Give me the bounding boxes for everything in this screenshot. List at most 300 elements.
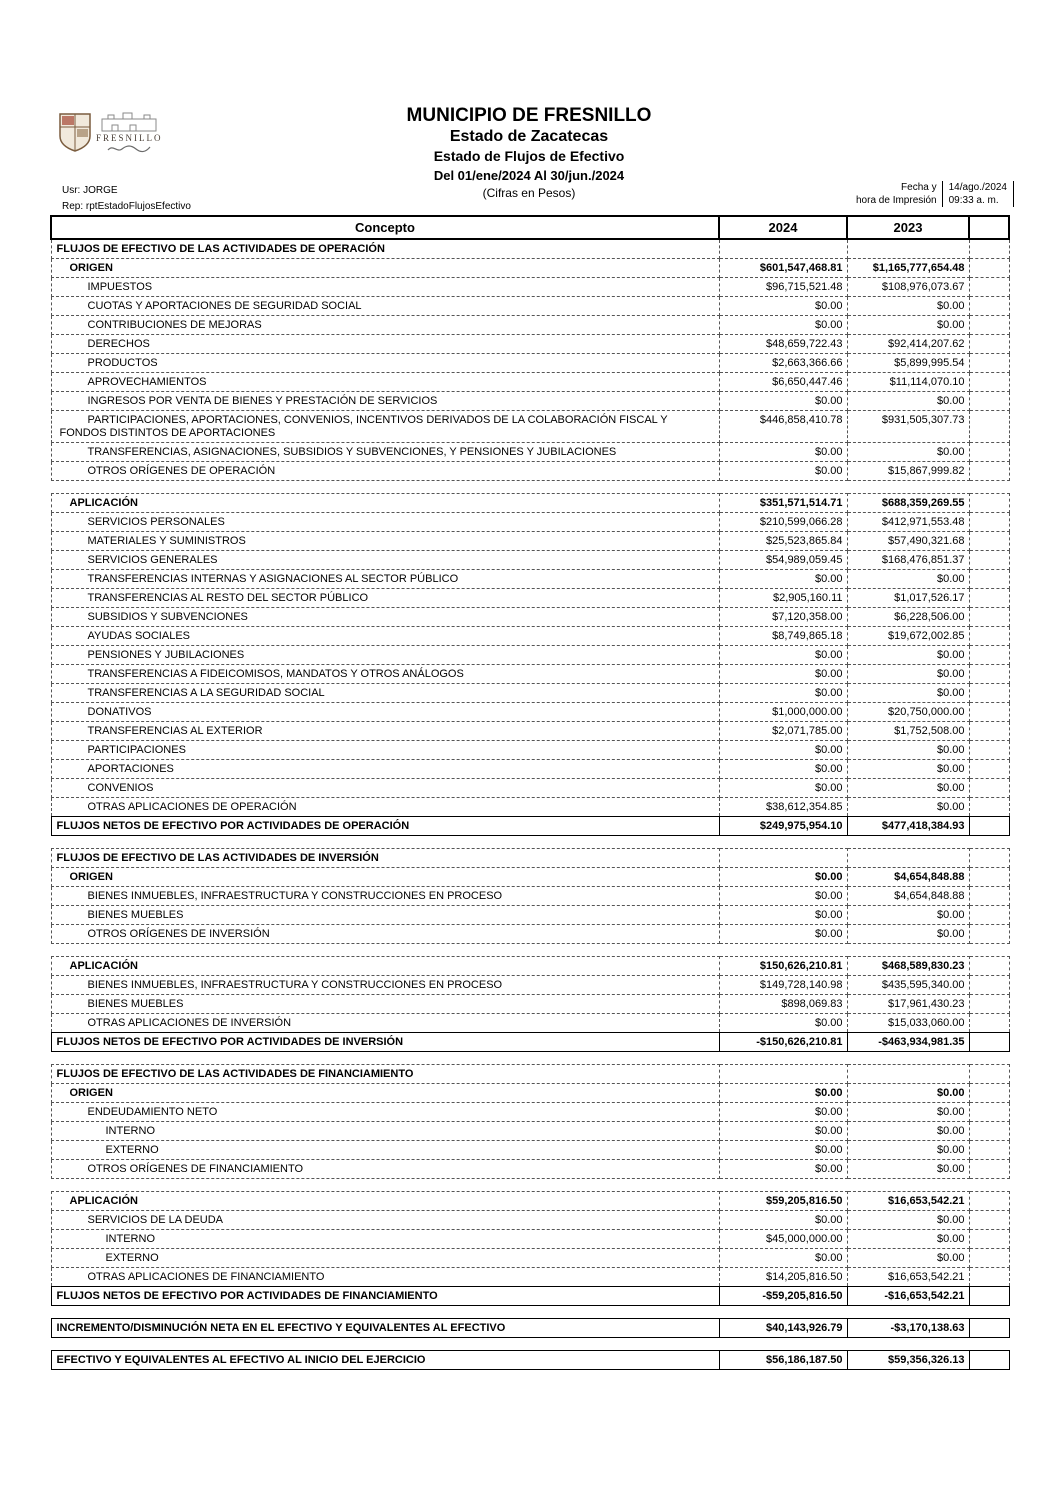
report-row bbox=[51, 1033, 1009, 1052]
concept-cell: MATERIALES Y SUMINISTROS bbox=[51, 532, 719, 551]
value-2024-cell: $38,612,354.85 bbox=[719, 798, 847, 817]
value-2024-cell: $14,205,816.50 bbox=[719, 1268, 847, 1287]
value-2024-cell: $0.00 bbox=[719, 1103, 847, 1122]
report-units: (Cifras en Pesos) bbox=[482, 186, 576, 200]
report-period: Del 01/ene/2024 Al 30/jun./2024 bbox=[433, 168, 625, 183]
concept-cell: PRODUCTOS bbox=[51, 354, 719, 373]
concept-cell: BIENES MUEBLES bbox=[51, 995, 719, 1014]
end-cell bbox=[969, 760, 1009, 779]
report-row bbox=[51, 646, 1009, 665]
cash-flow-table bbox=[50, 215, 1010, 1370]
concept-cell: APLICACIÓN bbox=[51, 494, 719, 513]
spacer-cell bbox=[847, 1306, 969, 1319]
value-2024-cell: $601,547,468.81 bbox=[719, 259, 847, 278]
spacer-row bbox=[51, 1338, 1009, 1351]
print-label-line2: hora de Impresión bbox=[856, 195, 937, 206]
value-2024-cell: $0.00 bbox=[719, 1249, 847, 1268]
value-2023-cell: -$463,934,981.35 bbox=[847, 1033, 969, 1052]
value-2024-cell bbox=[719, 239, 847, 259]
value-2023-cell: $0.00 bbox=[847, 1122, 969, 1141]
print-date: 14/ago./2024 bbox=[948, 182, 1007, 193]
value-2024-cell: $351,571,514.71 bbox=[719, 494, 847, 513]
value-2023-cell: $0.00 bbox=[847, 741, 969, 760]
end-cell bbox=[969, 259, 1009, 278]
report-row bbox=[51, 278, 1009, 297]
value-2024-cell: $0.00 bbox=[719, 443, 847, 462]
value-2024-cell: $0.00 bbox=[719, 868, 847, 887]
end-cell bbox=[969, 1065, 1009, 1084]
value-2023-cell: $0.00 bbox=[847, 684, 969, 703]
spacer-row bbox=[51, 1179, 1009, 1192]
value-2024-cell: $0.00 bbox=[719, 646, 847, 665]
report-row bbox=[51, 722, 1009, 741]
report-row bbox=[51, 1230, 1009, 1249]
value-2023-cell: $0.00 bbox=[847, 1249, 969, 1268]
report-row bbox=[51, 259, 1009, 278]
report-row bbox=[51, 373, 1009, 392]
print-label-line1: Fecha y bbox=[901, 182, 937, 193]
value-2024-cell bbox=[719, 1065, 847, 1084]
value-2024-cell: $149,728,140.98 bbox=[719, 976, 847, 995]
value-2024-cell: $0.00 bbox=[719, 906, 847, 925]
value-2024-cell: -$150,626,210.81 bbox=[719, 1033, 847, 1052]
report-row bbox=[51, 760, 1009, 779]
value-2023-cell: $931,505,307.73 bbox=[847, 411, 969, 443]
concept-cell: OTROS ORÍGENES DE INVERSIÓN bbox=[51, 925, 719, 944]
report-row bbox=[51, 1268, 1009, 1287]
end-cell bbox=[969, 1192, 1009, 1211]
report-row bbox=[51, 887, 1009, 906]
value-2023-cell: $19,672,002.85 bbox=[847, 627, 969, 646]
report-row bbox=[51, 513, 1009, 532]
report-row bbox=[51, 1192, 1009, 1211]
end-cell bbox=[969, 1160, 1009, 1179]
print-info bbox=[856, 181, 1014, 207]
spacer-cell bbox=[719, 1052, 847, 1065]
end-cell bbox=[969, 589, 1009, 608]
end-cell bbox=[969, 1084, 1009, 1103]
spacer-row bbox=[51, 481, 1009, 494]
spacer-cell bbox=[969, 836, 1009, 849]
concept-cell: EFECTIVO Y EQUIVALENTES AL EFECTIVO AL INICIO DEL EJERCICIO bbox=[51, 1351, 719, 1370]
report-row bbox=[51, 1249, 1009, 1268]
end-cell bbox=[969, 608, 1009, 627]
report-row bbox=[51, 1122, 1009, 1141]
end-cell bbox=[969, 646, 1009, 665]
concept-cell: BIENES INMUEBLES, INFRAESTRUCTURA Y CONSTRUCCIONES EN PROCESO bbox=[51, 976, 719, 995]
end-cell bbox=[969, 722, 1009, 741]
spacer-cell bbox=[969, 481, 1009, 494]
print-info-values bbox=[942, 181, 1014, 207]
spacer-cell bbox=[719, 481, 847, 494]
value-2023-cell bbox=[847, 239, 969, 259]
report-row bbox=[51, 443, 1009, 462]
report-row bbox=[51, 976, 1009, 995]
concept-cell: TRANSFERENCIAS AL RESTO DEL SECTOR PÚBLICO bbox=[51, 589, 719, 608]
end-cell bbox=[969, 278, 1009, 297]
spacer-cell bbox=[719, 1306, 847, 1319]
value-2023-cell: $1,752,508.00 bbox=[847, 722, 969, 741]
value-2023-cell: $20,750,000.00 bbox=[847, 703, 969, 722]
value-2024-cell: $45,000,000.00 bbox=[719, 1230, 847, 1249]
concept-cell: OTRAS APLICACIONES DE OPERACIÓN bbox=[51, 798, 719, 817]
report-row bbox=[51, 1014, 1009, 1033]
value-2023-cell: $0.00 bbox=[847, 443, 969, 462]
spacer-cell bbox=[847, 481, 969, 494]
table-body bbox=[51, 239, 1009, 1370]
concept-cell: CUOTAS Y APORTACIONES DE SEGURIDAD SOCIAL bbox=[51, 297, 719, 316]
value-2023-cell: $0.00 bbox=[847, 1141, 969, 1160]
value-2023-cell: $4,654,848.88 bbox=[847, 887, 969, 906]
report-row bbox=[51, 1287, 1009, 1306]
end-cell bbox=[969, 925, 1009, 944]
report-row bbox=[51, 925, 1009, 944]
report-row bbox=[51, 239, 1009, 259]
value-2024-cell: $0.00 bbox=[719, 1122, 847, 1141]
report-row bbox=[51, 462, 1009, 481]
value-2024-cell: $7,120,358.00 bbox=[719, 608, 847, 627]
end-cell bbox=[969, 779, 1009, 798]
end-cell bbox=[969, 1014, 1009, 1033]
logo-name: FRESNILLO bbox=[96, 133, 163, 143]
value-2023-cell: $0.00 bbox=[847, 1084, 969, 1103]
spacer-cell bbox=[969, 1306, 1009, 1319]
end-cell bbox=[969, 443, 1009, 462]
spacer-cell bbox=[719, 1338, 847, 1351]
value-2024-cell: $6,650,447.46 bbox=[719, 373, 847, 392]
end-cell bbox=[969, 1249, 1009, 1268]
value-2023-cell: $468,589,830.23 bbox=[847, 957, 969, 976]
report-row bbox=[51, 684, 1009, 703]
concept-cell: AYUDAS SOCIALES bbox=[51, 627, 719, 646]
report-name: Estado de Flujos de Efectivo bbox=[433, 148, 625, 164]
report-row bbox=[51, 1319, 1009, 1338]
concept-cell: OTRAS APLICACIONES DE INVERSIÓN bbox=[51, 1014, 719, 1033]
value-2024-cell: $0.00 bbox=[719, 392, 847, 411]
concept-cell: FLUJOS DE EFECTIVO DE LAS ACTIVIDADES DE OPERACIÓN bbox=[51, 239, 719, 259]
value-2024-cell: -$59,205,816.50 bbox=[719, 1287, 847, 1306]
value-2024-cell: $48,659,722.43 bbox=[719, 335, 847, 354]
value-2024-cell: $0.00 bbox=[719, 684, 847, 703]
value-2024-cell: $0.00 bbox=[719, 297, 847, 316]
value-2023-cell: $92,414,207.62 bbox=[847, 335, 969, 354]
concept-cell: FLUJOS NETOS DE EFECTIVO POR ACTIVIDADES DE INVERSIÓN bbox=[51, 1033, 719, 1052]
spacer-cell bbox=[847, 1338, 969, 1351]
value-2023-cell: $0.00 bbox=[847, 1103, 969, 1122]
end-cell bbox=[969, 868, 1009, 887]
spacer-cell bbox=[51, 836, 719, 849]
report-row bbox=[51, 411, 1009, 443]
value-2024-cell: $0.00 bbox=[719, 570, 847, 589]
concept-cell: IMPUESTOS bbox=[51, 278, 719, 297]
end-cell bbox=[969, 684, 1009, 703]
value-2023-cell: $688,359,269.55 bbox=[847, 494, 969, 513]
value-2024-cell: $0.00 bbox=[719, 1141, 847, 1160]
concept-cell: FLUJOS NETOS DE EFECTIVO POR ACTIVIDADES DE FINANCIAMIENTO bbox=[51, 1287, 719, 1306]
value-2024-cell: $446,858,410.78 bbox=[719, 411, 847, 443]
value-2024-cell: $1,000,000.00 bbox=[719, 703, 847, 722]
value-2023-cell: $0.00 bbox=[847, 316, 969, 335]
end-cell bbox=[969, 906, 1009, 925]
report-row bbox=[51, 1351, 1009, 1370]
value-2024-cell: $25,523,865.84 bbox=[719, 532, 847, 551]
spacer-cell bbox=[969, 1338, 1009, 1351]
end-cell bbox=[969, 335, 1009, 354]
end-cell bbox=[969, 551, 1009, 570]
value-2024-cell: $0.00 bbox=[719, 741, 847, 760]
concept-cell: TRANSFERENCIAS A LA SEGURIDAD SOCIAL bbox=[51, 684, 719, 703]
end-cell bbox=[969, 1268, 1009, 1287]
value-2024-cell: $0.00 bbox=[719, 887, 847, 906]
end-cell bbox=[969, 1033, 1009, 1052]
value-2024-cell: $2,071,785.00 bbox=[719, 722, 847, 741]
value-2023-cell: $11,114,070.10 bbox=[847, 373, 969, 392]
value-2024-cell: $249,975,954.10 bbox=[719, 817, 847, 836]
end-cell bbox=[969, 1230, 1009, 1249]
report-row bbox=[51, 849, 1009, 868]
value-2023-cell: $0.00 bbox=[847, 1160, 969, 1179]
value-2024-cell: $54,989,059.45 bbox=[719, 551, 847, 570]
report-row bbox=[51, 798, 1009, 817]
spacer-cell bbox=[847, 1179, 969, 1192]
value-2023-cell: $435,595,340.00 bbox=[847, 976, 969, 995]
spacer-cell bbox=[969, 1052, 1009, 1065]
end-cell bbox=[969, 532, 1009, 551]
concept-cell: ORIGEN bbox=[51, 259, 719, 278]
value-2023-cell: $0.00 bbox=[847, 570, 969, 589]
concept-cell: SERVICIOS DE LA DEUDA bbox=[51, 1211, 719, 1230]
value-2023-cell: $57,490,321.68 bbox=[847, 532, 969, 551]
col-header-2023: 2023 bbox=[847, 216, 969, 239]
report-row bbox=[51, 957, 1009, 976]
value-2023-cell: $0.00 bbox=[847, 1211, 969, 1230]
value-2023-cell: -$3,170,138.63 bbox=[847, 1319, 969, 1338]
report-row bbox=[51, 665, 1009, 684]
end-cell bbox=[969, 494, 1009, 513]
value-2024-cell: $210,599,066.28 bbox=[719, 513, 847, 532]
end-cell bbox=[969, 957, 1009, 976]
report-row bbox=[51, 297, 1009, 316]
value-2024-cell: $56,186,187.50 bbox=[719, 1351, 847, 1370]
end-cell bbox=[969, 798, 1009, 817]
value-2023-cell: $412,971,553.48 bbox=[847, 513, 969, 532]
value-2023-cell: $1,017,526.17 bbox=[847, 589, 969, 608]
concept-cell: SUBSIDIOS Y SUBVENCIONES bbox=[51, 608, 719, 627]
value-2024-cell: $2,905,160.11 bbox=[719, 589, 847, 608]
end-cell bbox=[969, 665, 1009, 684]
spacer-cell bbox=[51, 1306, 719, 1319]
concept-cell: TRANSFERENCIAS INTERNAS Y ASIGNACIONES AL SECTOR PÚBLICO bbox=[51, 570, 719, 589]
end-cell bbox=[969, 570, 1009, 589]
concept-cell: APROVECHAMIENTOS bbox=[51, 373, 719, 392]
spacer-cell bbox=[847, 836, 969, 849]
report-row bbox=[51, 494, 1009, 513]
concept-cell: CONTRIBUCIONES DE MEJORAS bbox=[51, 316, 719, 335]
end-cell bbox=[969, 1351, 1009, 1370]
concept-cell: FLUJOS DE EFECTIVO DE LAS ACTIVIDADES DE INVERSIÓN bbox=[51, 849, 719, 868]
spacer-cell bbox=[847, 944, 969, 957]
report-row bbox=[51, 1160, 1009, 1179]
end-cell bbox=[969, 373, 1009, 392]
concept-cell: APLICACIÓN bbox=[51, 1192, 719, 1211]
report-row bbox=[51, 570, 1009, 589]
value-2023-cell: $0.00 bbox=[847, 665, 969, 684]
end-cell bbox=[969, 411, 1009, 443]
value-2024-cell: $0.00 bbox=[719, 1014, 847, 1033]
report-row bbox=[51, 779, 1009, 798]
value-2024-cell: $40,143,926.79 bbox=[719, 1319, 847, 1338]
spacer-cell bbox=[51, 944, 719, 957]
value-2024-cell: $96,715,521.48 bbox=[719, 278, 847, 297]
table-header-row bbox=[51, 216, 1009, 239]
end-cell bbox=[969, 1287, 1009, 1306]
concept-cell: INTERNO bbox=[51, 1230, 719, 1249]
concept-cell: EXTERNO bbox=[51, 1141, 719, 1160]
concept-cell: DONATIVOS bbox=[51, 703, 719, 722]
spacer-cell bbox=[719, 944, 847, 957]
concept-cell: TRANSFERENCIAS, ASIGNACIONES, SUBSIDIOS Y SUBVENCIONES, Y PENSIONES Y JUBILACIONES bbox=[51, 443, 719, 462]
concept-cell: PENSIONES Y JUBILACIONES bbox=[51, 646, 719, 665]
value-2024-cell: $0.00 bbox=[719, 760, 847, 779]
value-2023-cell: $59,356,326.13 bbox=[847, 1351, 969, 1370]
value-2023-cell: $5,899,995.54 bbox=[847, 354, 969, 373]
report-row bbox=[51, 1103, 1009, 1122]
report-row bbox=[51, 995, 1009, 1014]
report-row bbox=[51, 532, 1009, 551]
value-2023-cell: $15,867,999.82 bbox=[847, 462, 969, 481]
spacer-cell bbox=[51, 481, 719, 494]
spacer-cell bbox=[847, 1052, 969, 1065]
value-2023-cell: -$16,653,542.21 bbox=[847, 1287, 969, 1306]
concept-cell: ENDEUDAMIENTO NETO bbox=[51, 1103, 719, 1122]
meta-left bbox=[62, 183, 191, 215]
value-2023-cell: $0.00 bbox=[847, 297, 969, 316]
value-2023-cell: $16,653,542.21 bbox=[847, 1192, 969, 1211]
concept-cell: INCREMENTO/DISMINUCIÓN NETA EN EL EFECTIVO Y EQUIVALENTES AL EFECTIVO bbox=[51, 1319, 719, 1338]
end-cell bbox=[969, 627, 1009, 646]
concept-cell: PARTICIPACIONES, APORTACIONES, CONVENIOS, INCENTIVOS DERIVADOS DE LA COLABORACIÓN FISCAL Y FONDOS DISTINTOS DE APORTACIONES bbox=[51, 411, 719, 443]
spacer-row bbox=[51, 836, 1009, 849]
value-2024-cell: $0.00 bbox=[719, 925, 847, 944]
user-label: Usr: JORGE bbox=[62, 185, 118, 196]
value-2023-cell: $0.00 bbox=[847, 646, 969, 665]
value-2024-cell: $8,749,865.18 bbox=[719, 627, 847, 646]
spacer-cell bbox=[719, 1179, 847, 1192]
spacer-cell bbox=[51, 1052, 719, 1065]
value-2023-cell: $0.00 bbox=[847, 779, 969, 798]
spacer-row bbox=[51, 1052, 1009, 1065]
value-2023-cell: $0.00 bbox=[847, 1230, 969, 1249]
report-row bbox=[51, 589, 1009, 608]
col-header-concepto: Concepto bbox=[51, 216, 719, 239]
value-2024-cell: $0.00 bbox=[719, 779, 847, 798]
spacer-cell bbox=[51, 1338, 719, 1351]
end-cell bbox=[969, 1141, 1009, 1160]
end-cell bbox=[969, 1122, 1009, 1141]
end-cell bbox=[969, 239, 1009, 259]
value-2023-cell bbox=[847, 1065, 969, 1084]
spacer-row bbox=[51, 1306, 1009, 1319]
spacer-cell bbox=[51, 1179, 719, 1192]
col-header-2024: 2024 bbox=[719, 216, 847, 239]
end-cell bbox=[969, 849, 1009, 868]
report-row bbox=[51, 1211, 1009, 1230]
value-2023-cell: $108,976,073.67 bbox=[847, 278, 969, 297]
value-2023-cell: $0.00 bbox=[847, 760, 969, 779]
concept-cell: APORTACIONES bbox=[51, 760, 719, 779]
report-row bbox=[51, 335, 1009, 354]
value-2023-cell: $15,033,060.00 bbox=[847, 1014, 969, 1033]
spacer-cell bbox=[969, 1179, 1009, 1192]
report-row bbox=[51, 627, 1009, 646]
value-2024-cell: $150,626,210.81 bbox=[719, 957, 847, 976]
report-id-label: Rep: rptEstadoFlujosEfectivo bbox=[62, 201, 191, 212]
col-header-empty bbox=[969, 216, 1009, 239]
report-row bbox=[51, 392, 1009, 411]
report-row bbox=[51, 741, 1009, 760]
concept-cell: FLUJOS DE EFECTIVO DE LAS ACTIVIDADES DE FINANCIAMIENTO bbox=[51, 1065, 719, 1084]
print-time: 09:33 a. m. bbox=[948, 195, 999, 206]
report-row bbox=[51, 551, 1009, 570]
concept-cell: SERVICIOS PERSONALES bbox=[51, 513, 719, 532]
end-cell bbox=[969, 513, 1009, 532]
end-cell bbox=[969, 462, 1009, 481]
value-2024-cell bbox=[719, 849, 847, 868]
value-2024-cell: $0.00 bbox=[719, 316, 847, 335]
value-2023-cell: $0.00 bbox=[847, 392, 969, 411]
concept-cell: SERVICIOS GENERALES bbox=[51, 551, 719, 570]
report-row bbox=[51, 817, 1009, 836]
value-2023-cell: $0.00 bbox=[847, 798, 969, 817]
end-cell bbox=[969, 1103, 1009, 1122]
end-cell bbox=[969, 887, 1009, 906]
print-info-labels bbox=[856, 181, 942, 207]
value-2023-cell: $0.00 bbox=[847, 925, 969, 944]
report-row bbox=[51, 316, 1009, 335]
end-cell bbox=[969, 392, 1009, 411]
concept-cell: INTERNO bbox=[51, 1122, 719, 1141]
report-state: Estado de Zacatecas bbox=[449, 128, 609, 145]
concept-cell: OTRAS APLICACIONES DE FINANCIAMIENTO bbox=[51, 1268, 719, 1287]
value-2024-cell: $59,205,816.50 bbox=[719, 1192, 847, 1211]
concept-cell: APLICACIÓN bbox=[51, 957, 719, 976]
value-2023-cell: $6,228,506.00 bbox=[847, 608, 969, 627]
report-row bbox=[51, 906, 1009, 925]
end-cell bbox=[969, 1211, 1009, 1230]
concept-cell: ORIGEN bbox=[51, 1084, 719, 1103]
value-2023-cell bbox=[847, 849, 969, 868]
end-cell bbox=[969, 1319, 1009, 1338]
spacer-cell bbox=[719, 836, 847, 849]
report-row bbox=[51, 354, 1009, 373]
value-2024-cell: $0.00 bbox=[719, 1211, 847, 1230]
value-2023-cell: $4,654,848.88 bbox=[847, 868, 969, 887]
value-2023-cell: $168,476,851.37 bbox=[847, 551, 969, 570]
end-cell bbox=[969, 297, 1009, 316]
concept-cell: TRANSFERENCIAS AL EXTERIOR bbox=[51, 722, 719, 741]
concept-cell: DERECHOS bbox=[51, 335, 719, 354]
end-cell bbox=[969, 976, 1009, 995]
end-cell bbox=[969, 316, 1009, 335]
concept-cell: CONVENIOS bbox=[51, 779, 719, 798]
concept-cell: EXTERNO bbox=[51, 1249, 719, 1268]
value-2024-cell: $2,663,366.66 bbox=[719, 354, 847, 373]
concept-cell: INGRESOS POR VENTA DE BIENES Y PRESTACIÓN DE SERVICIOS bbox=[51, 392, 719, 411]
report-title: MUNICIPIO DE FRESNILLO bbox=[406, 105, 652, 126]
concept-cell: OTROS ORÍGENES DE OPERACIÓN bbox=[51, 462, 719, 481]
value-2024-cell: $0.00 bbox=[719, 665, 847, 684]
report-row bbox=[51, 1065, 1009, 1084]
